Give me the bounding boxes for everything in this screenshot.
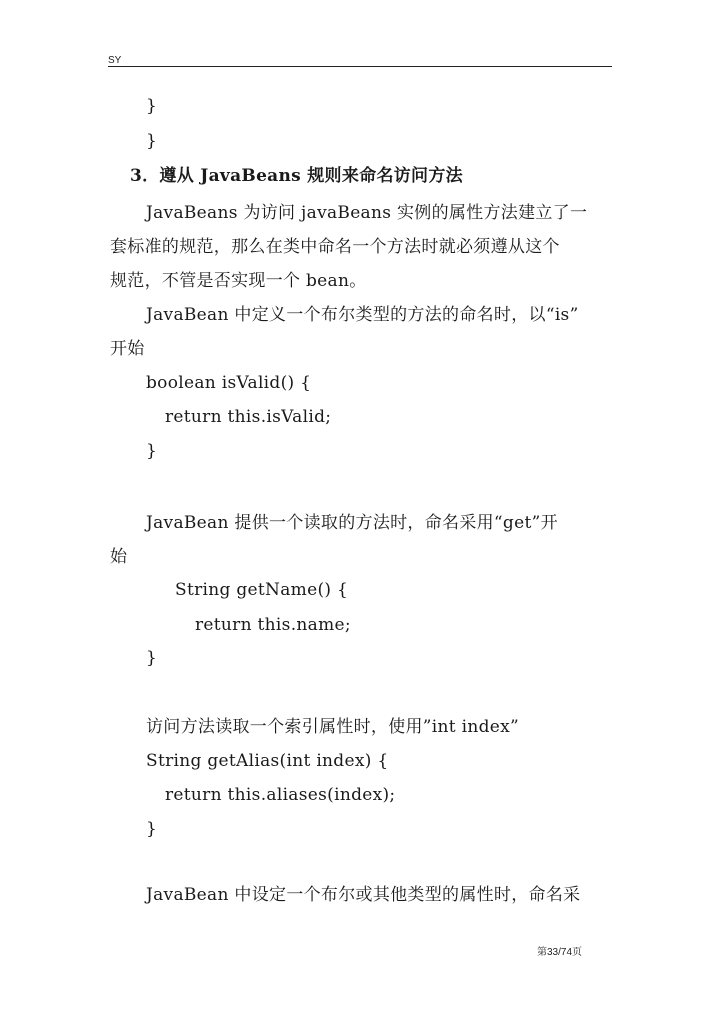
text-line: JavaBean 中定义一个布尔类型的方法的命名时，以“is” <box>146 305 579 325</box>
text-line: 开始 <box>110 339 145 359</box>
code-line: return this.isValid; <box>165 407 332 427</box>
code-line: return this.name; <box>195 615 351 635</box>
text-line: } <box>146 96 158 116</box>
text-line: JavaBean 中设定一个布尔或其他类型的属性时，命名采 <box>146 885 581 905</box>
code-line: } <box>146 819 158 839</box>
code-line: String getName() { <box>175 580 349 600</box>
section-heading: 3．遵从 JavaBeans 规则来命名访问方法 <box>130 166 463 186</box>
text-line: 规范，不管是否实现一个 bean。 <box>110 271 367 291</box>
text-line: JavaBeans 为访问 javaBeans 实例的属性方法建立了一 <box>146 203 588 223</box>
code-line: boolean isValid() { <box>146 373 312 393</box>
text-line: 套标准的规范，那么在类中命名一个方法时就必须遵从这个 <box>110 237 560 257</box>
page-header-label: SY <box>108 55 122 66</box>
text-line: } <box>146 131 158 151</box>
code-line: return this.aliases(index); <box>165 785 396 805</box>
code-line: String getAlias(int index) { <box>146 751 389 771</box>
code-line: } <box>146 648 158 668</box>
text-line: 始 <box>110 547 128 567</box>
header-rule <box>108 66 612 67</box>
page-number: 第33/74页 <box>537 947 583 958</box>
code-line: } <box>146 441 158 461</box>
text-line: JavaBean 提供一个读取的方法时，命名采用“get”开 <box>146 513 558 533</box>
text-line: 访问方法读取一个索引属性时，使用”int index” <box>146 717 520 737</box>
